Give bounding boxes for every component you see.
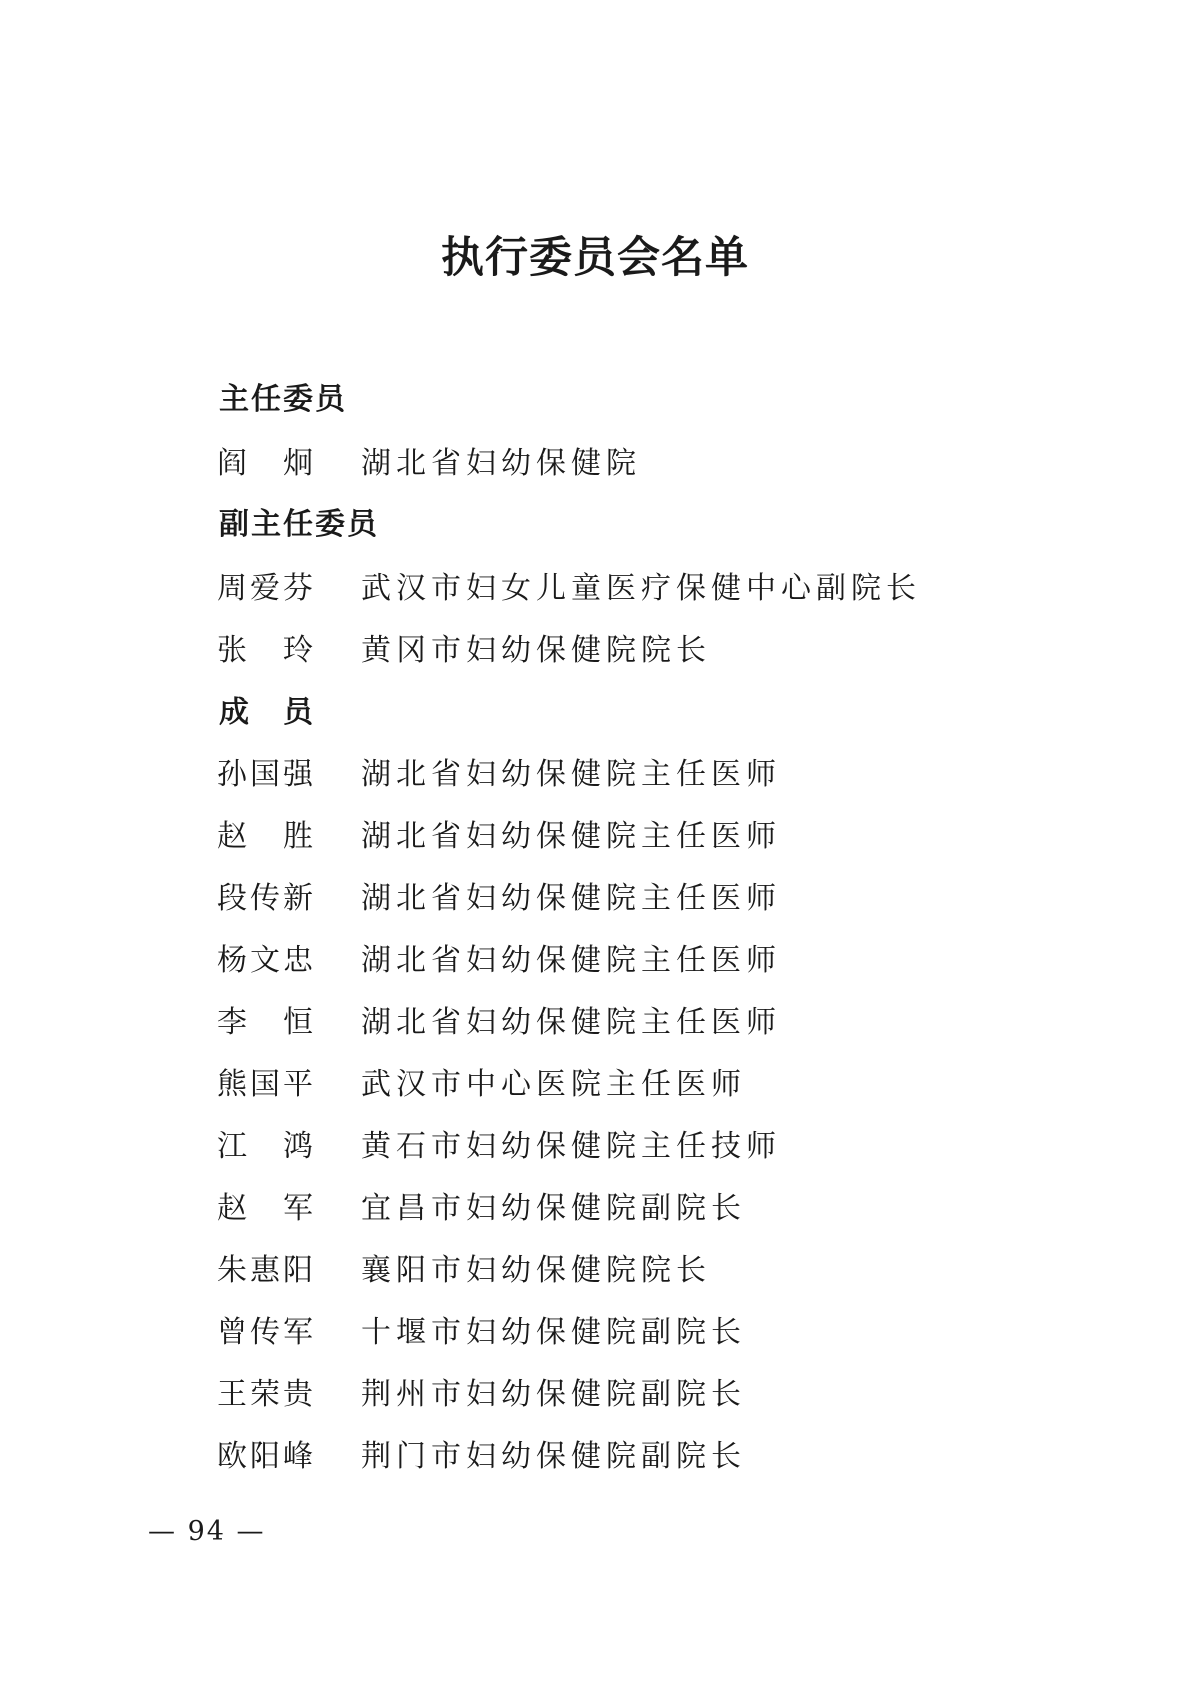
member-name: 江 鸿 bbox=[217, 1129, 313, 1164]
page-number: — 94 — bbox=[148, 1516, 266, 1547]
member-name: 熊国平 bbox=[217, 1067, 313, 1102]
member-name: 孙国强 bbox=[217, 757, 313, 792]
member-name: 赵 胜 bbox=[217, 819, 313, 854]
member-affiliation: 湖北省妇幼保健院主任医师 bbox=[361, 881, 781, 916]
member-name: 欧阳峰 bbox=[217, 1439, 313, 1474]
member-name: 阎 炯 bbox=[217, 446, 313, 481]
member-affiliation: 荆州市妇幼保健院副院长 bbox=[361, 1377, 746, 1412]
member-affiliation: 湖北省妇幼保健院主任医师 bbox=[361, 757, 781, 792]
section-heading-chair: 主任委员 bbox=[219, 382, 347, 417]
member-affiliation: 湖北省妇幼保健院主任医师 bbox=[361, 819, 781, 854]
member-affiliation: 襄阳市妇幼保健院院长 bbox=[361, 1253, 711, 1288]
member-name: 周爱芬 bbox=[217, 571, 313, 606]
member-name: 王荣贵 bbox=[217, 1377, 313, 1412]
page-title: 执行委员会名单 bbox=[441, 233, 749, 283]
member-affiliation: 黄石市妇幼保健院主任技师 bbox=[361, 1129, 781, 1164]
member-name: 朱惠阳 bbox=[217, 1253, 313, 1288]
member-affiliation: 湖北省妇幼保健院主任医师 bbox=[361, 943, 781, 978]
member-affiliation: 黄冈市妇幼保健院院长 bbox=[361, 633, 711, 668]
member-affiliation: 宜昌市妇幼保健院副院长 bbox=[361, 1191, 746, 1226]
member-affiliation: 武汉市妇女儿童医疗保健中心副院长 bbox=[361, 571, 921, 606]
member-name: 曾传军 bbox=[217, 1315, 313, 1350]
member-affiliation: 湖北省妇幼保健院 bbox=[361, 446, 641, 481]
member-name: 赵 军 bbox=[217, 1191, 313, 1226]
member-name: 张 玲 bbox=[217, 633, 313, 668]
member-affiliation: 十堰市妇幼保健院副院长 bbox=[361, 1315, 746, 1350]
member-affiliation: 荆门市妇幼保健院副院长 bbox=[361, 1439, 746, 1474]
section-heading-members: 成 员 bbox=[219, 695, 315, 730]
member-name: 李 恒 bbox=[217, 1005, 313, 1040]
member-name: 段传新 bbox=[217, 881, 313, 916]
member-affiliation: 湖北省妇幼保健院主任医师 bbox=[361, 1005, 781, 1040]
section-heading-vice-chair: 副主任委员 bbox=[219, 507, 379, 542]
member-affiliation: 武汉市中心医院主任医师 bbox=[361, 1067, 746, 1102]
member-name: 杨文忠 bbox=[217, 943, 313, 978]
